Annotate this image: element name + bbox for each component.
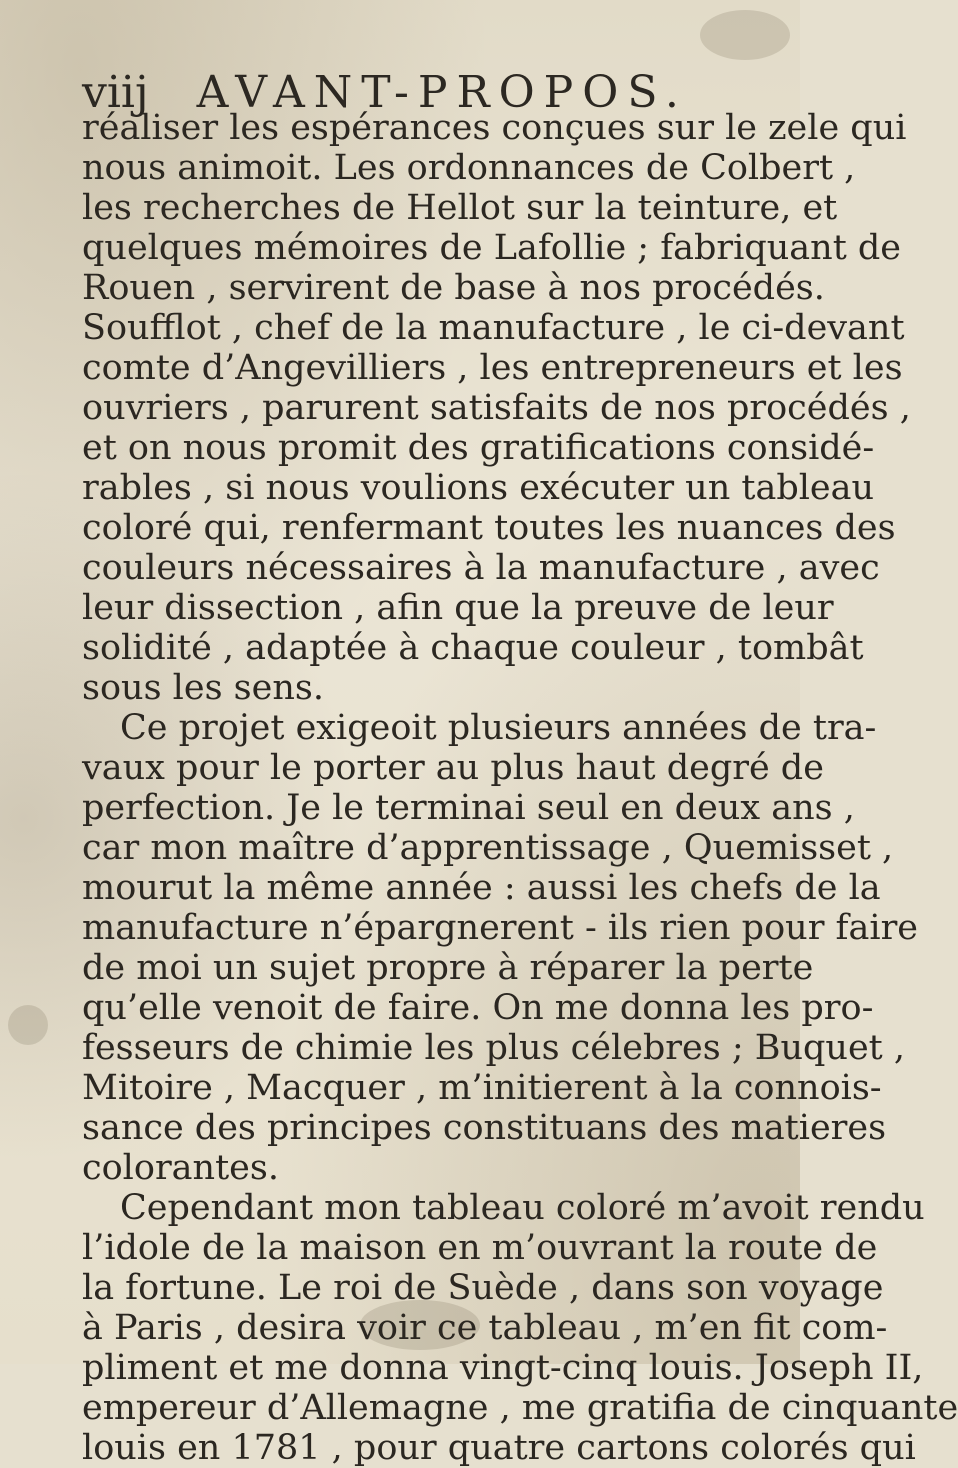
paper-stain (8, 1005, 48, 1045)
text-line: les recherches de Hellot sur la teinture, et (82, 188, 838, 228)
text-line: de moi un sujet propre à réparer la perte (82, 948, 814, 988)
text-line: réaliser les espérances conçues sur le zele qui (82, 108, 907, 148)
text-line: coloré qui, renfermant toutes les nuances des (82, 508, 896, 548)
text-line: leur dissection , afin que la preuve de leur (82, 588, 834, 628)
text-line: quelques mémoires de Lafollie ; fabriquant de (82, 228, 902, 268)
paragraph-first-line: Ce projet exigeoit plusieurs années de tra- (120, 708, 877, 748)
running-title: AVANT-PROPOS. (196, 67, 688, 118)
text-line: nous animoit. Les ordonnances de Colbert , (82, 148, 856, 188)
text-line: solidité , adaptée à chaque couleur , tombât (82, 628, 864, 668)
text-line: qu’elle venoit de faire. On me donna les pro- (82, 988, 874, 1028)
text-line: sance des principes constituans des matieres (82, 1108, 887, 1148)
text-line: Mitoire , Macquer , m’initierent à la connois- (82, 1068, 882, 1108)
text-line: à Paris , desira voir ce tableau , m’en fit com- (82, 1308, 888, 1348)
text-line: la fortune. Le roi de Suède , dans son voyage (82, 1268, 884, 1308)
text-line: ouvriers , parurent satisfaits de nos procédés , (82, 388, 911, 428)
text-line: l’idole de la maison en m’ouvrant la route de (82, 1228, 878, 1268)
paragraph-first-line: Cependant mon tableau coloré m’avoit rendu (120, 1188, 925, 1228)
text-line: perfection. Je le terminai seul en deux ans , (82, 788, 855, 828)
text-line: Rouen , servirent de base à nos procédés. (82, 268, 825, 308)
text-line: manufacture n’épargnerent - ils rien pour faire (82, 908, 919, 948)
text-line: louis en 1781 , pour quatre cartons colorés qui (82, 1428, 916, 1468)
text-line: couleurs nécessaires à la manufacture , avec (82, 548, 880, 588)
text-line: comte d’Angevilliers , les entrepreneurs et les (82, 348, 903, 388)
text-line: vaux pour le porter au plus haut degré de (82, 748, 824, 788)
text-line: rables , si nous voulions exécuter un tableau (82, 468, 875, 508)
text-line: pliment et me donna vingt-cinq louis. Joseph II, (82, 1348, 924, 1388)
page-number: viij (82, 67, 149, 118)
text-line: sous les sens. (82, 668, 324, 708)
text-line: empereur d’Allemagne , me gratifia de cinquante (82, 1388, 958, 1428)
text-line: et on nous promit des gratifications considé- (82, 428, 875, 468)
text-line: colorantes. (82, 1148, 279, 1188)
text-line: car mon maître d’apprentissage , Quemisset , (82, 828, 894, 868)
paper-stain (700, 10, 790, 60)
text-line: Soufflot , chef de la manufacture , le ci-devant (82, 308, 905, 348)
text-line: fesseurs de chimie les plus célebres ; Buquet , (82, 1028, 905, 1068)
text-line: mourut la même année : aussi les chefs de la (82, 868, 881, 908)
